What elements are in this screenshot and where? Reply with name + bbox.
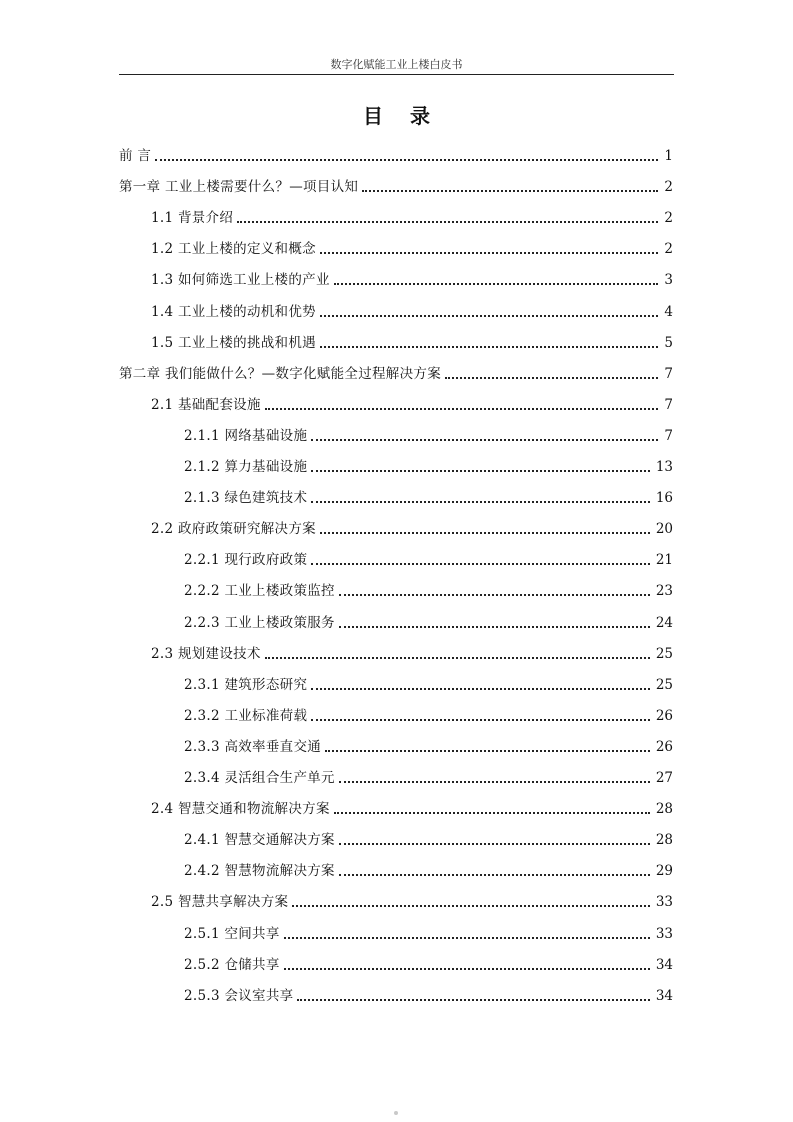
- toc-entry-title: 2.5 智慧共享解决方案: [151, 894, 289, 911]
- toc-entry-title: 2.3.2 工业标准荷载: [184, 707, 308, 724]
- toc-entry[interactable]: [184, 485, 673, 507]
- toc-entry[interactable]: [151, 796, 673, 818]
- toc-entry-title: 2.3.1 建筑形态研究: [184, 676, 308, 693]
- toc-entry-title: 第二章 我们能做什么？—数字化赋能全过程解决方案: [119, 365, 441, 382]
- toc-entry-title: 2.2.1 现行政府政策: [184, 552, 308, 569]
- toc-entry[interactable]: [151, 205, 673, 227]
- toc-page-number: 33: [655, 894, 673, 911]
- toc-dot-leader: [339, 626, 650, 628]
- toc-dot-leader: [320, 532, 650, 534]
- toc-dot-leader: [362, 190, 658, 192]
- toc-dot-leader: [311, 439, 658, 441]
- toc-dot-leader: [320, 315, 658, 317]
- toc-page-number: 28: [655, 801, 673, 818]
- toc-dot-leader: [320, 346, 658, 348]
- toc-page-number: 2: [664, 179, 673, 196]
- toc-entry-title: 2.5.2 仓储共享: [184, 956, 280, 973]
- toc-entry-title: 1.3 如何筛选工业上楼的产业: [151, 272, 330, 289]
- toc-page-number: 21: [655, 552, 673, 569]
- toc-page-number: 34: [655, 987, 673, 1004]
- toc-entry[interactable]: [151, 889, 673, 911]
- toc-page-number: 28: [655, 832, 673, 849]
- toc-entry-title: 2.3 规划建设技术: [151, 645, 261, 662]
- toc-page-number: 5: [664, 334, 673, 351]
- toc-dot-leader: [311, 563, 650, 565]
- toc-dot-leader: [320, 252, 658, 254]
- toc-dot-leader: [334, 283, 659, 285]
- toc-entry[interactable]: [184, 921, 673, 943]
- toc-entry-title: 2.1 基础配套设施: [151, 396, 261, 413]
- toc-dot-leader: [292, 905, 649, 907]
- toc-entry-title: 2.2 政府政策研究解决方案: [151, 521, 316, 538]
- toc-entry[interactable]: [151, 267, 673, 289]
- toc-dot-leader: [339, 781, 650, 783]
- toc-entry[interactable]: [151, 299, 673, 321]
- toc-page-number: 26: [655, 738, 673, 755]
- toc-entry[interactable]: [119, 143, 673, 165]
- toc-entry-title: 1.4 工业上楼的动机和优势: [151, 303, 316, 320]
- toc-entry[interactable]: [151, 330, 673, 352]
- toc-dot-leader: [334, 812, 650, 814]
- toc-page-number: 2: [664, 241, 673, 258]
- toc-entry-title: 2.4.1 智慧交通解决方案: [184, 832, 335, 849]
- toc-dot-leader: [339, 594, 650, 596]
- toc-entry-title: 2.1.3 绿色建筑技术: [184, 490, 308, 507]
- toc-dot-leader: [265, 657, 650, 659]
- running-header: 数字化赋能工业上楼白皮书: [330, 58, 463, 71]
- toc-entry[interactable]: [184, 765, 673, 787]
- toc-entry[interactable]: [119, 174, 673, 196]
- toc-entry[interactable]: [184, 672, 673, 694]
- toc-entry[interactable]: [184, 983, 673, 1005]
- toc-dot-leader: [445, 377, 658, 379]
- toc-entry[interactable]: [184, 454, 673, 476]
- toc-dot-leader: [297, 999, 649, 1001]
- toc-entry-title: 第一章 工业上楼需要什么？—项目认知: [119, 179, 359, 196]
- toc-dot-leader: [155, 159, 658, 161]
- toc-dot-leader: [325, 750, 650, 752]
- toc-page-number: 3: [664, 272, 673, 289]
- toc-dot-leader: [237, 221, 658, 223]
- toc-dot-leader: [311, 688, 650, 690]
- toc-entry-title: 2.5.3 会议室共享: [184, 987, 294, 1004]
- toc-page-number: 34: [655, 956, 673, 973]
- toc-dot-leader: [311, 470, 650, 472]
- toc-entry[interactable]: [184, 423, 673, 445]
- toc-entry-title: 2.4.2 智慧物流解决方案: [184, 863, 335, 880]
- toc-entry[interactable]: [151, 236, 673, 258]
- toc-entry-title: 前 言: [119, 148, 152, 164]
- toc-page-number: 13: [655, 459, 673, 475]
- toc-page-number: 7: [664, 365, 673, 382]
- toc-entry[interactable]: [184, 547, 673, 569]
- toc-entry-title: 1.5 工业上楼的挑战和机遇: [151, 334, 316, 351]
- toc-entry[interactable]: [184, 952, 673, 974]
- toc-page-number: 16: [655, 490, 673, 507]
- toc-entry[interactable]: [151, 392, 673, 414]
- toc-page-number: 27: [655, 770, 673, 786]
- toc-entry[interactable]: [184, 703, 673, 725]
- toc-entry[interactable]: [151, 641, 673, 663]
- toc-entry-title: 2.5.1 空间共享: [184, 925, 280, 942]
- toc-page-number: 25: [655, 645, 673, 662]
- toc-entry[interactable]: [184, 827, 673, 849]
- toc-page-number: 25: [655, 676, 673, 693]
- toc-dot-leader: [311, 501, 650, 503]
- toc-entry-title: 1.1 背景介绍: [151, 210, 234, 227]
- page-footer-dot: [394, 1111, 398, 1115]
- toc-page-number: 20: [655, 521, 673, 538]
- toc-entry[interactable]: [119, 361, 673, 383]
- toc-page-number: 2: [664, 210, 673, 227]
- toc-title: 目 录: [363, 104, 440, 128]
- toc-page-number: 7: [664, 427, 673, 444]
- toc-page-number: 24: [655, 614, 673, 631]
- toc-page-number: 7: [664, 396, 673, 413]
- toc-entry-title: 2.3.4 灵活组合生产单元: [184, 770, 335, 786]
- toc-entry-title: 2.1.1 网络基础设施: [184, 427, 308, 444]
- toc-entry[interactable]: [151, 516, 673, 538]
- toc-entry-title: 2.2.3 工业上楼政策服务: [184, 614, 335, 631]
- toc-page-number: 26: [655, 707, 673, 724]
- toc-entry[interactable]: [184, 610, 673, 632]
- toc-dot-leader: [339, 843, 650, 845]
- toc-dot-leader: [339, 874, 650, 876]
- toc-page-number: 29: [655, 863, 673, 880]
- toc-entry-title: 2.2.2 工业上楼政策监控: [184, 583, 335, 600]
- toc-entry-title: 1.2 工业上楼的定义和概念: [151, 241, 316, 258]
- toc-entry-title: 2.1.2 算力基础设施: [184, 459, 308, 475]
- toc-dot-leader: [284, 968, 650, 970]
- toc-page-number: 33: [655, 925, 673, 942]
- toc-entry[interactable]: [184, 734, 673, 756]
- toc-entry[interactable]: [184, 578, 673, 600]
- toc-dot-leader: [265, 408, 659, 410]
- toc-page-number: 4: [664, 303, 673, 320]
- toc-page-number: 23: [655, 583, 673, 600]
- toc-entry-title: 2.3.3 高效率垂直交通: [184, 738, 322, 755]
- toc-entry-title: 2.4 智慧交通和物流解决方案: [151, 801, 330, 818]
- toc-page-number: 1: [664, 148, 673, 164]
- toc-dot-leader: [311, 719, 650, 721]
- toc-entry[interactable]: [184, 858, 673, 880]
- toc-dot-leader: [284, 937, 650, 939]
